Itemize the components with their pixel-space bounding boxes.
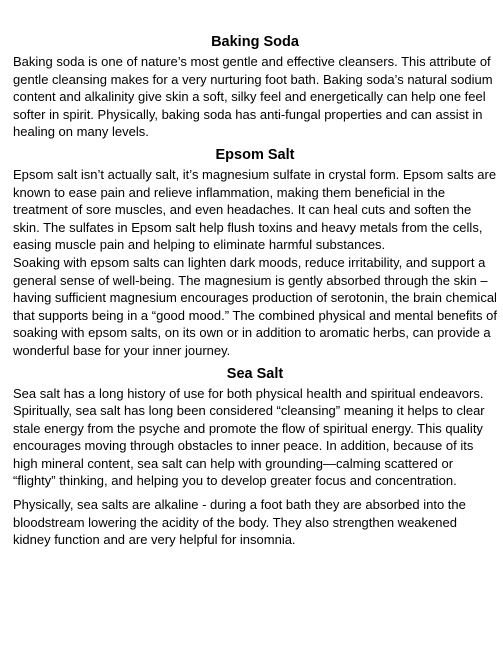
- section-baking-soda: [13, 34, 497, 141]
- paragraph-sea-salt-2: Physically, sea salts are alkaline - during a foot bath they are absorbed into the bloodstream lowering the acidity of the body. They also strengthen weakened kidney function and are very helpful for insomnia.: [13, 497, 466, 548]
- heading-sea-salt: Sea Salt: [226, 365, 284, 382]
- heading-epsom-salt: Epsom Salt: [215, 146, 295, 163]
- heading-baking-soda: Baking Soda: [211, 34, 299, 50]
- paragraph-epsom-salt-2: Soaking with epsom salts can lighten dark moods, reduce irritability, and support a general sense of well-being. The magnesium is gently absorbed through the skin – having sufficient magnesium encourages production of serotonin, the brain chemical that supports being in a “good mood.” The combined physical and mental benefits of soaking with epsom salts, on its own or in addition to aromatic herbs, can provide a wonderful base for your inner journey.: [13, 254, 497, 358]
- section-sea-salt: [13, 366, 497, 549]
- document-page: [13, 34, 497, 549]
- paragraph-sea-salt-1: Sea salt has a long history of use for both physical health and spiritual endeavors. Spiritually, sea salt has long been considered “cleansing” meaning it helps to clear stale energy from the psyche and promote the flow of spiritual energy. This quality encourages moving through obstacles to inner peace. In addition, because of its high mineral content, sea salt can help with grounding—calming scattered or “flighty” thinking, and helping you to develop greater focus and concentration.: [13, 385, 485, 489]
- paragraph-baking-soda: Baking soda is one of nature’s most gentle and effective cleansers. This attribute of gentle cleansing makes for a very nurturing foot bath. Baking soda’s natural sodium content and alkalinity give skin a soft, silky feel and energetically can help one feel softer in spirit. Physically, baking soda has anti-fungal properties and can assist in healing on many levels.: [13, 54, 493, 140]
- section-epsom-salt: [13, 147, 497, 360]
- paragraph-epsom-salt-1: Epsom salt isn’t actually salt, it’s magnesium sulfate in crystal form. Epsom salts are known to ease pain and relieve inflammation, making them beneficial in the treatment of sore muscles, and even headaches. It can heal cuts and soften the skin. The sulfates in Epsom salt help flush toxins and heavy metals from the cells, easing muscle pain and helping to eliminate harmful substances.: [13, 166, 497, 253]
